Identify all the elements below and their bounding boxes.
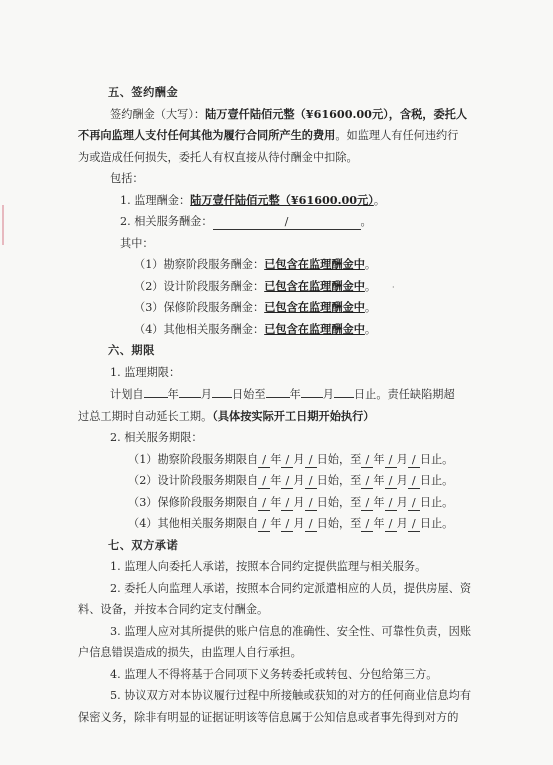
service-term-label: 2. 相关服务期限： [110, 431, 203, 444]
service-term-4: （4）其他相关服务期限自 / 年 / 月 / 日始，至 / 年 / 月 / 日止。 [128, 517, 454, 530]
sub-fee-3: （3）保修阶段服务酬金：已包含在监理酬金中。 [134, 300, 377, 314]
margin-stamp-mark [2, 205, 14, 245]
commitment-1: 1. 监理人向委托人承诺，按照本合同约定提供监理与相关服务。 [110, 560, 427, 573]
sub-fee-2: （2）设计阶段服务酬金：已包含在监理酬金中。 [134, 278, 377, 293]
section-7-title: 七、双方承诺 [108, 537, 179, 552]
scan-speck: · [392, 283, 395, 292]
commitment-2b: 料、设备，并按本合同约定支付酬金。 [78, 603, 269, 616]
commitment-5a: 5. 协议双方对本协议履行过程中所接触或获知的对方的任何商业信息均有 [110, 689, 472, 702]
fee-line-1: 签约酬金（大写）：陆万壹仟陆佰元整（¥61600.00元），含税，委托人 [110, 106, 468, 121]
section-6-title: 六、期限 [108, 343, 155, 357]
commitment-3b: 户信息错误造成的损失，由监理人自行承担。 [78, 646, 302, 659]
commitment-2a: 2. 委托人向监理人承诺，按照本合同约定派遣相应的人员，提供房屋、资 [110, 581, 472, 595]
contract-text [78, 82, 494, 728]
commitment-5b: 保密义务，除非有明显的证据证明该等信息属于公知信息或者事先得到对方的 [78, 710, 459, 724]
extension-line: 过总工期时自动延长工期。（具体按实际开工日期开始执行） [78, 408, 375, 423]
commitment-3a: 3. 监理人应对其所提供的账户信息的准确性、安全性、可靠性负责，因账 [110, 624, 472, 638]
fee-item-2: 2. 相关服务酬金： / 。 [120, 215, 372, 228]
service-term-3: （3）保修阶段服务期限自 / 年 / 月 / 日始，至 / 年 / 月 / 日止。 [128, 495, 454, 509]
fee-item-1: 1. 监理酬金：陆万壹仟陆佰元整（¥61600.00元）。 [120, 192, 386, 207]
sub-fee-4: （4）其他相关服务酬金：已包含在监理酬金中。 [134, 321, 377, 336]
commitment-4: 4. 监理人不得将基于合同项下义务转委托或转包、分包给第三方。 [110, 667, 438, 681]
sub-fee-1: （1）勘察阶段服务酬金：已包含在监理酬金中。 [134, 257, 377, 271]
term-label: 1. 监理期限： [110, 365, 181, 379]
section-5-title: 五、签约酬金 [108, 85, 179, 99]
plan-line: 计划自 年 月 日始至 年 月 日止。责任缺陷期超 [88, 383, 494, 406]
among-label: 其中： [120, 236, 154, 250]
fee-line-2: 不再向监理人支付任何其他为履行合同所产生的费用。如监理人有任何违约行 [78, 128, 459, 142]
include-label: 包括： [110, 172, 144, 185]
fee-line-3: 为或造成任何损失，委托人有权直接从待付酬金中扣除。 [78, 150, 358, 164]
service-term-1: （1）勘察阶段服务期限自 / 年 / 月 / 日始，至 / 年 / 月 / 日止。 [128, 452, 454, 466]
service-term-2: （2）设计阶段服务期限自 / 年 / 月 / 日始，至 / 年 / 月 / 日止。 [128, 474, 454, 487]
